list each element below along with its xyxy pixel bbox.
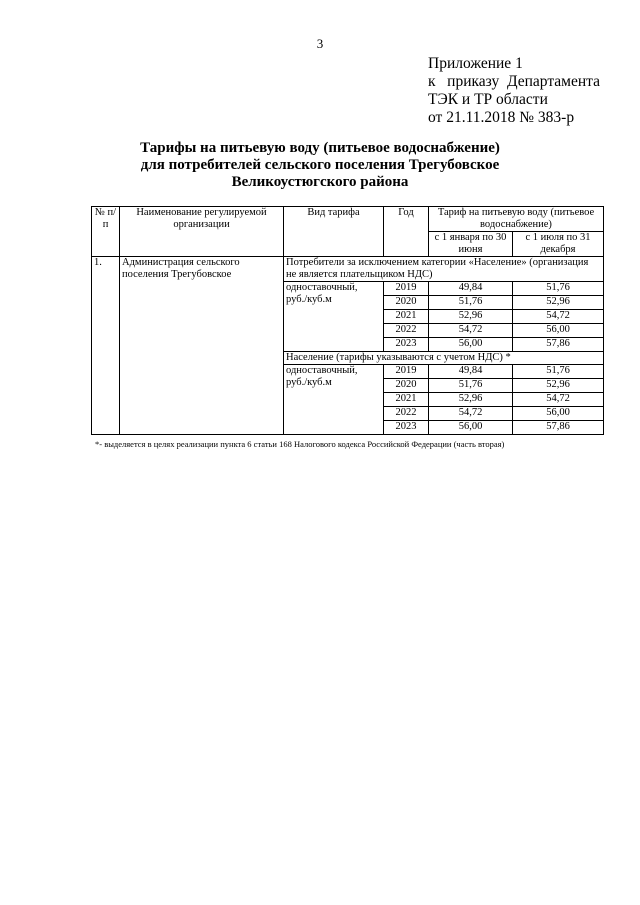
tariff-h2-cell: 51,76 bbox=[513, 282, 604, 296]
tariff-h2-cell: 57,86 bbox=[513, 338, 604, 352]
header-year: Год bbox=[384, 207, 429, 257]
title-line-1: Тарифы на питьевую воду (питьевое водоснабжение) bbox=[140, 140, 500, 156]
year-cell: 2023 bbox=[384, 421, 429, 435]
year-cell: 2022 bbox=[384, 407, 429, 421]
year-cell: 2023 bbox=[384, 338, 429, 352]
year-cell: 2019 bbox=[384, 282, 429, 296]
tariff-h1-cell: 51,76 bbox=[429, 379, 513, 393]
year-cell: 2021 bbox=[384, 393, 429, 407]
header-period-1: с 1 января по 30 июня bbox=[429, 232, 513, 257]
tariff-h1-cell: 56,00 bbox=[429, 421, 513, 435]
tariff-h2-cell: 56,00 bbox=[513, 324, 604, 338]
footnote: *- выделяется в целях реализации пункта 6 статьи 168 Налогового кодекса Российской Федерации (часть вторая) bbox=[95, 439, 505, 449]
table-header-row bbox=[92, 207, 604, 232]
year-cell: 2021 bbox=[384, 310, 429, 324]
tariff-h2-cell: 51,76 bbox=[513, 365, 604, 379]
page-number: 3 bbox=[316, 36, 324, 51]
header-tariff-type: Вид тарифа bbox=[284, 207, 384, 257]
tariff-table bbox=[91, 206, 604, 435]
document-title bbox=[0, 140, 640, 191]
tariff-h1-cell: 49,84 bbox=[429, 282, 513, 296]
appendix-line-4: от 21.11.2018 № 383-р bbox=[428, 109, 575, 126]
year-cell: 2022 bbox=[384, 324, 429, 338]
tariff-h1-cell: 54,72 bbox=[429, 324, 513, 338]
group-2-label: Население (тарифы указываются с учетом НДС) * bbox=[284, 352, 604, 365]
tariff-h1-cell: 52,96 bbox=[429, 310, 513, 324]
tariff-h2-cell: 54,72 bbox=[513, 310, 604, 324]
group-2-tariff-type: одноставочный, руб./куб.м bbox=[284, 365, 384, 435]
appendix-block bbox=[428, 55, 600, 127]
tariff-h2-cell: 57,86 bbox=[513, 421, 604, 435]
header-tariff: Тариф на питьевую воду (питьевое водоснабжение) bbox=[429, 207, 604, 232]
header-organization: Наименование регулируемой организации bbox=[120, 207, 284, 257]
tariff-h2-cell: 52,96 bbox=[513, 379, 604, 393]
group-1-tariff-type: одноставочный, руб./куб.м bbox=[284, 282, 384, 352]
appendix-line-1: Приложение 1 bbox=[428, 55, 523, 72]
group-1-label: Потребители за исключением категории «Население» (организация не является плательщиком НДС) bbox=[284, 257, 604, 282]
tariff-h2-cell: 54,72 bbox=[513, 393, 604, 407]
title-line-2: для потребителей сельского поселения Трегубовское bbox=[140, 157, 500, 173]
year-cell: 2020 bbox=[384, 296, 429, 310]
header-period-2: с 1 июля по 31 декабря bbox=[513, 232, 604, 257]
header-number: № п/п bbox=[92, 207, 120, 257]
organization-name: Администрация сельского поселения Трегубовское bbox=[120, 257, 284, 435]
appendix-line-2: к приказу Департамента bbox=[428, 73, 600, 90]
group-1-label-row bbox=[92, 257, 604, 282]
year-cell: 2019 bbox=[384, 365, 429, 379]
year-cell: 2020 bbox=[384, 379, 429, 393]
row-number: 1. bbox=[92, 257, 120, 435]
appendix-line-3: ТЭК и ТР области bbox=[428, 91, 548, 108]
tariff-h1-cell: 54,72 bbox=[429, 407, 513, 421]
tariff-h1-cell: 49,84 bbox=[429, 365, 513, 379]
tariff-h1-cell: 56,00 bbox=[429, 338, 513, 352]
tariff-h2-cell: 56,00 bbox=[513, 407, 604, 421]
title-line-3: Великоустюгского района bbox=[231, 174, 409, 190]
tariff-h2-cell: 52,96 bbox=[513, 296, 604, 310]
tariff-h1-cell: 52,96 bbox=[429, 393, 513, 407]
tariff-h1-cell: 51,76 bbox=[429, 296, 513, 310]
